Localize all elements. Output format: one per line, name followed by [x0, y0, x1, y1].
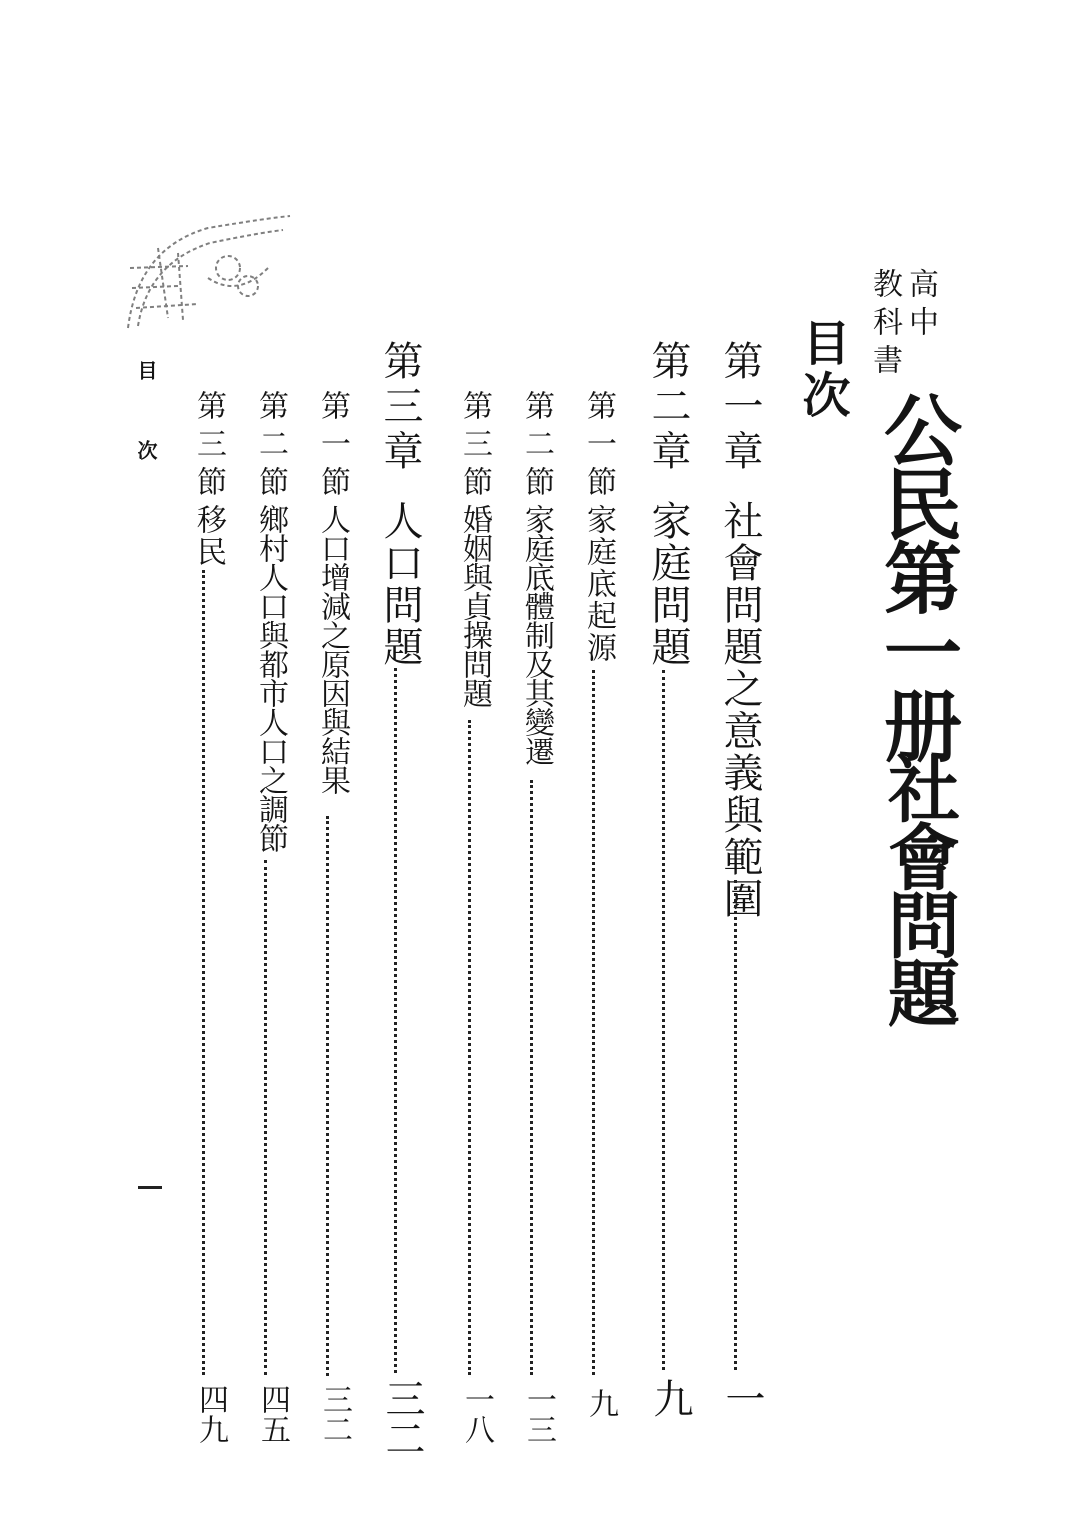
page-number: 一	[719, 1378, 765, 1418]
section-title: 家庭底起源	[581, 504, 616, 664]
leader-dots	[734, 880, 737, 1370]
page-number: 九	[647, 1378, 693, 1418]
leader-dots	[202, 570, 205, 1375]
chapter-number: 第二章	[645, 340, 691, 475]
page-number: 四五	[255, 1384, 290, 1444]
toc-heading: 目次	[794, 318, 850, 422]
section-number: 第三節	[457, 390, 492, 504]
leader-dots	[530, 780, 533, 1375]
book-subtitle: 社會問題	[876, 752, 961, 1024]
leader-dots	[592, 670, 595, 1375]
section-number: 第二節	[253, 390, 288, 504]
section-title: 鄉村人口與都市人口之調節	[253, 504, 288, 852]
folio	[138, 1186, 162, 1189]
section-number: 第二節	[519, 390, 554, 504]
section-title: 人口增減之原因與結果	[315, 504, 350, 794]
series-label-col1: 高中	[903, 268, 938, 344]
section-number: 第一節	[315, 390, 350, 504]
leader-dots	[326, 816, 329, 1376]
chapter-number: 第三章	[377, 340, 423, 475]
series-label-col2: 教科書	[867, 268, 902, 382]
page-number: 四九	[193, 1384, 228, 1444]
chapter-title: 家庭問題	[645, 500, 691, 668]
section-title: 移民	[191, 504, 226, 568]
library-seal-stamp	[118, 208, 298, 338]
leader-dots	[662, 670, 665, 1370]
running-header: 目 次	[134, 360, 158, 480]
page-number: 九	[583, 1388, 618, 1418]
section-number: 第一節	[581, 390, 616, 504]
page-number: 三二	[317, 1384, 352, 1444]
book-title: 公民第一册	[871, 390, 962, 760]
leader-dots	[394, 668, 397, 1373]
section-title: 家庭底體制及其變遷	[519, 504, 554, 765]
section-title: 婚姻與貞操問題	[457, 504, 492, 707]
chapter-title: 人口問題	[377, 500, 423, 668]
page-number: 一八	[459, 1384, 494, 1444]
chapter-title: 社會問題之意義與範圍	[717, 500, 763, 920]
leader-dots	[264, 860, 267, 1375]
leader-dots	[468, 720, 471, 1375]
section-number: 第三節	[191, 390, 226, 504]
page-number: 一三	[521, 1384, 556, 1444]
page-number: 三二	[379, 1378, 425, 1458]
chapter-number: 第一章	[717, 340, 763, 475]
